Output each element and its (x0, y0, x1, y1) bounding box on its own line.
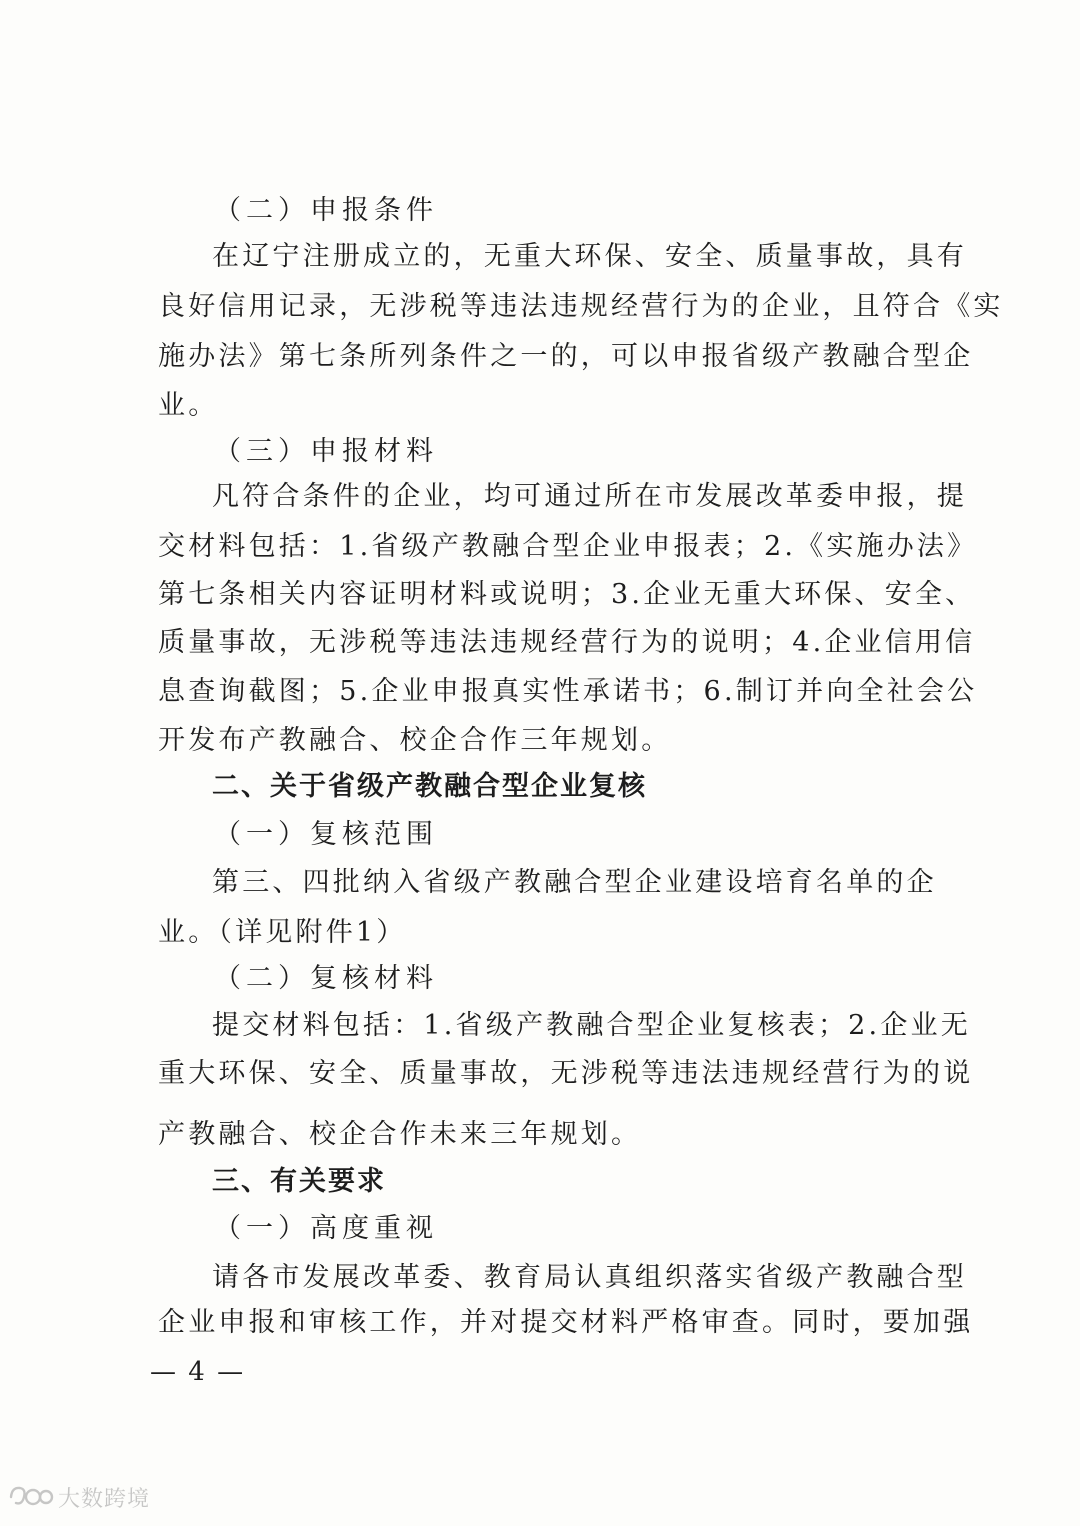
paragraph-line: 业。 (158, 390, 219, 421)
watermark-logo-icon (8, 1483, 54, 1511)
paragraph-line: 质量事故，无涉税等违法违规经营行为的说明；4.企业信用信 (158, 627, 976, 658)
paragraph-line: 重大环保、安全、质量事故，无涉税等违法违规经营行为的说 (158, 1058, 974, 1089)
watermark (8, 1482, 150, 1512)
paragraph-line: 请各市发展改革委、教育局认真组织落实省级产教融合型 (212, 1262, 967, 1293)
section-heading: （一）高度重视 (214, 1213, 438, 1244)
paragraph-line: 在辽宁注册成立的，无重大环保、安全、质量事故，具有 (212, 241, 967, 272)
chapter-heading: 二、关于省级产教融合型企业复核 (212, 771, 647, 802)
paragraph-line: 凡符合条件的企业，均可通过所在市发展改革委申报，提 (212, 481, 967, 512)
watermark-text: 大数跨境 (58, 1486, 151, 1512)
paragraph-line: 第七条相关内容证明材料或说明；3.企业无重大环保、安全、 (158, 579, 976, 610)
chapter-heading: 三、有关要求 (212, 1166, 386, 1197)
paragraph-line: 第三、四批纳入省级产教融合型企业建设培育名单的企 (212, 867, 937, 898)
paragraph-line: 良好信用记录，无涉税等违法违规经营行为的企业，且符合《实 (158, 291, 1004, 322)
section-heading: （三）申报材料 (214, 436, 438, 467)
section-heading: （二）申报条件 (214, 195, 438, 226)
paragraph-line: 施办法》第七条所列条件之一的，可以申报省级产教融合型企 (158, 341, 974, 372)
section-heading: （二）复核材料 (214, 963, 438, 994)
paragraph-line: 开发布产教融合、校企合作三年规划。 (158, 725, 672, 756)
paragraph-line: 业。（详见附件1） (158, 917, 407, 948)
section-heading: （一）复核范围 (214, 819, 438, 850)
paragraph-line: 企业申报和审核工作，并对提交材料严格审查。同时，要加强 (158, 1307, 974, 1338)
page-number: — 4 — (150, 1357, 246, 1387)
paragraph-line: 提交材料包括：1.省级产教融合型企业复核表；2.企业无 (212, 1010, 971, 1041)
paragraph-line: 交材料包括：1.省级产教融合型企业申报表；2.《实施办法》 (158, 531, 978, 562)
paragraph-line: 息查询截图；5.企业申报真实性承诺书；6.制订并向全社会公 (158, 676, 978, 707)
paragraph-line: 产教融合、校企合作未来三年规划。 (158, 1119, 642, 1150)
